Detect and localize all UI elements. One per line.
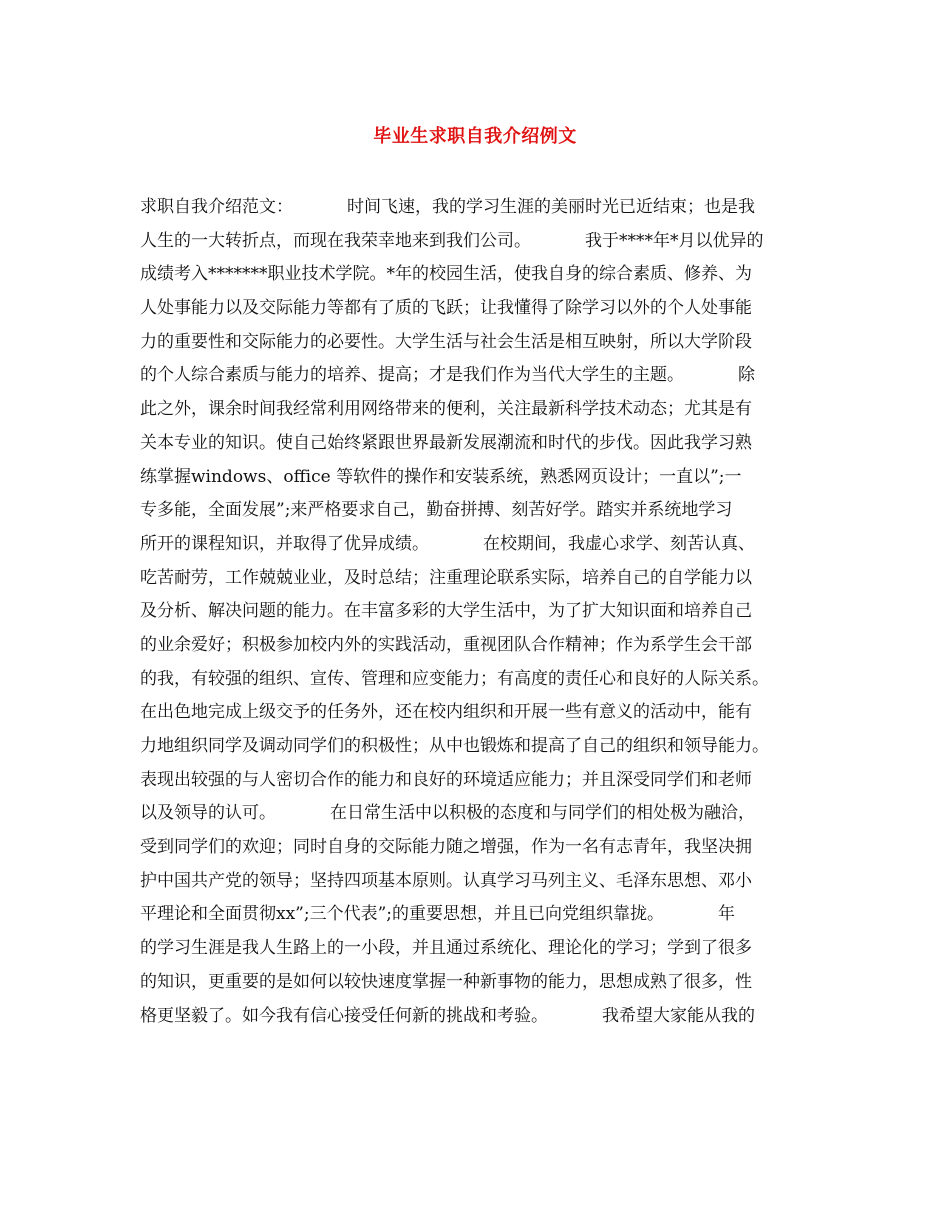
body-line: 吃苦耐劳，工作兢兢业业，及时总结；注重理论联系实际，培养自己的自学能力以 (140, 567, 752, 588)
body-line: 专多能，全面发展”;来严格要求自己，勤奋拼搏、刻苦好学。踏实并系统地学习 (140, 500, 733, 521)
body-line: 的个人综合素质与能力的培养、提高；才是我们作为当代大学生的主题。 除 (140, 365, 756, 386)
body-line: 此之外，课余时间我经常利用网络带来的便利，关注最新科学技术动态；尤其是有 (140, 399, 752, 420)
body-line: 求职自我介绍范文： 时间飞速，我的学习生涯的美丽时光已近结束；也是我 (140, 197, 756, 217)
body-line: 在出色地完成上级交予的任务外，还在校内组织和开展一些有意义的活动中，能有 (140, 702, 752, 723)
body-line: 人生的一大转折点，而现在我荣幸地来到我们公司。 我于****年*月以优异的 (140, 230, 764, 251)
body-line: 关本专业的知识。使自己始终紧跟世界最新发展潮流和时代的步伐。因此我学习熟 (140, 432, 752, 453)
document-body (140, 191, 820, 1033)
body-line: 人处事能力以及交际能力等都有了质的飞跃；让我懂得了除学习以外的个人处事能 (140, 298, 752, 319)
body-line: 的业余爱好；积极参加校内外的实践活动，重视团队合作精神；作为系学生会干部 (140, 634, 752, 655)
body-line: 成绩考入*******职业技术学院。*年的校园生活，使我自身的综合素质、修养、为 (140, 264, 752, 285)
body-line: 平理论和全面贯彻xx”;三个代表”;的重要思想，并且已向党组织靠拢。 年 (140, 904, 736, 925)
body-line: 及分析、解决问题的能力。在丰富多彩的大学生活中，为了扩大知识面和培养自己 (140, 601, 752, 622)
body-line: 表现出较强的与人密切合作的能力和良好的环境适应能力；并且深受同学们和老师 (140, 769, 752, 790)
body-line: 的我，有较强的组织、宣传、管理和应变能力；有高度的责任心和良好的人际关系。 (140, 668, 769, 689)
body-line: 力的重要性和交际能力的必要性。大学生活与社会生活是相互映射，所以大学阶段 (140, 331, 752, 352)
body-line: 的学习生涯是我人生路上的一小段，并且通过系统化、理论化的学习；学到了很多 (140, 938, 752, 959)
body-line: 护中国共产党的领导；坚持四项基本原则。认真学习马列主义、毛泽东思想、邓小 (140, 870, 752, 891)
body-line: 受到同学们的欢迎；同时自身的交际能力随之增强，作为一名有志青年，我坚决拥 (140, 837, 752, 858)
body-line: 练掌握windows、office 等软件的操作和安装系统，熟悉网页设计；一直以”;一 (140, 466, 742, 487)
document-title: 毕业生求职自我介绍例文 (373, 126, 577, 147)
body-line: 力地组织同学及调动同学们的积极性；从中也锻炼和提高了自己的组织和领导能力。 (140, 736, 769, 756)
body-line: 以及领导的认可。 在日常生活中以积极的态度和与同学们的相处极为融洽， (140, 803, 756, 824)
body-line: 的知识，更重要的是如何以较快速度掌握一种新事物的能力，思想成熟了很多，性 (140, 971, 752, 992)
body-line: 格更坚毅了。如今我有信心接受任何新的挑战和考验。 我希望大家能从我的 (140, 1005, 756, 1026)
body-line: 所开的课程知识，并取得了优异成绩。 在校期间，我虚心求学、刻苦认真、 (140, 533, 756, 554)
